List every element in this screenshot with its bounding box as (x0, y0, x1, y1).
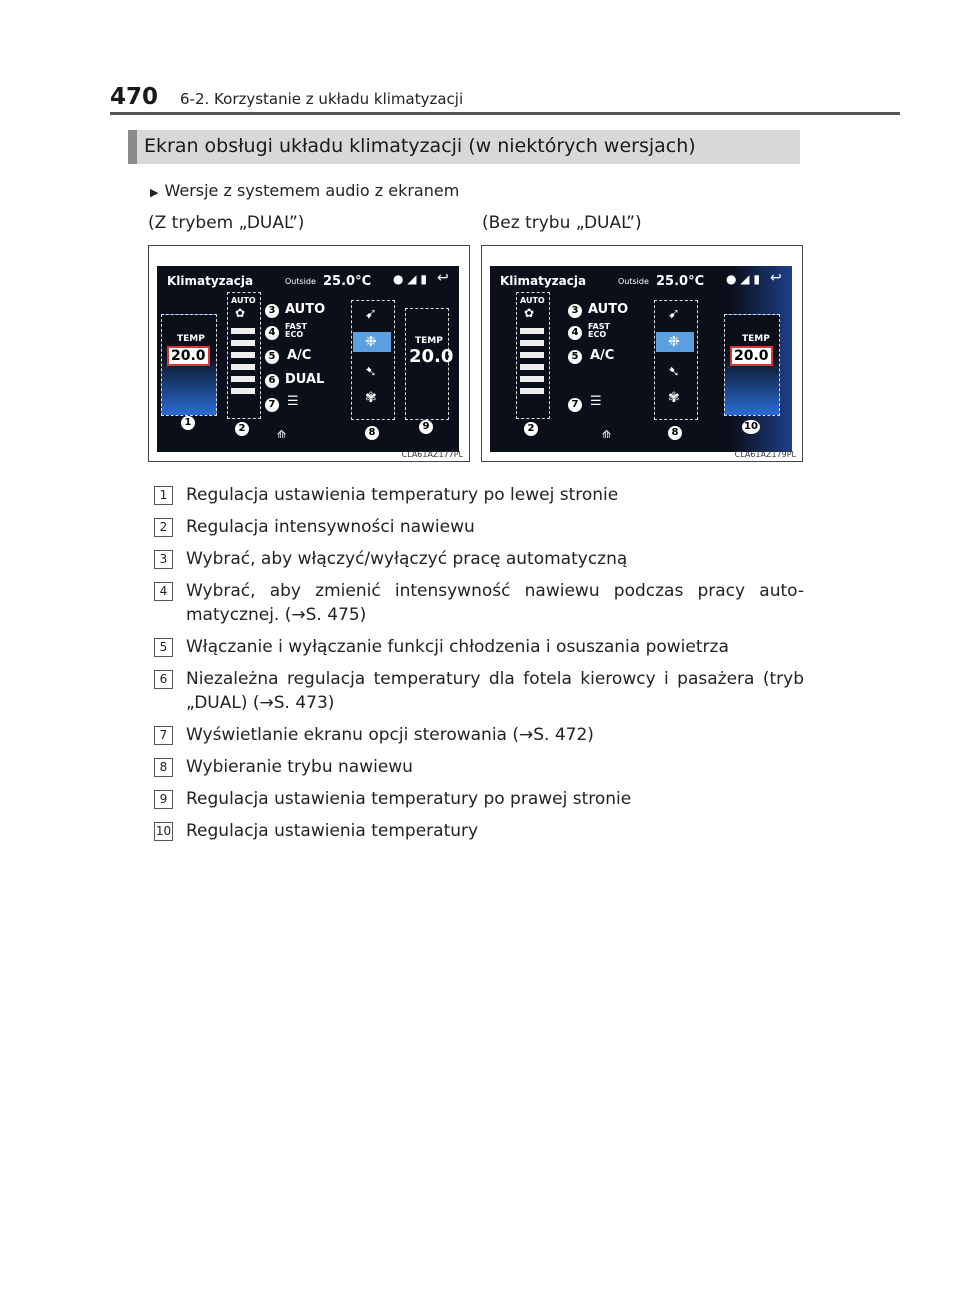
callout-4: 4 (568, 326, 582, 340)
airflow-feet-icon[interactable]: ➷ (365, 364, 377, 380)
callout-4: 4 (265, 326, 279, 340)
fast-label[interactable]: FAST (588, 322, 610, 331)
callout-8: 8 (365, 426, 379, 440)
options-list-icon[interactable]: ☰ (287, 394, 299, 409)
list-item (154, 787, 804, 811)
list-item (154, 723, 804, 747)
auto-button[interactable]: AUTO (588, 302, 629, 317)
callout-7: 7 (265, 398, 279, 412)
auto-tag: AUTO (231, 296, 256, 305)
outside-temp: 25.0°C (656, 274, 705, 289)
item-text: Niezależna regulacja temperatury dla fotela kierowcy i pasażera (tryb „DUAL) (→S. 473) (186, 669, 804, 713)
item-number: 5 (154, 638, 173, 657)
item-text: Wyświetlanie ekranu opcji sterowania (→S. 472) (186, 725, 594, 745)
legend-list (154, 483, 804, 851)
item-number: 7 (154, 726, 173, 745)
list-item (154, 515, 804, 539)
item-text: Regulacja ustawienia temperatury (186, 821, 479, 841)
outside-label: Outside (618, 277, 649, 286)
left-panel-label: (Z trybem „DUAL”) (148, 213, 305, 233)
bullet-line (150, 181, 459, 200)
outside-temp: 25.0°C (323, 274, 372, 289)
callout-2: 2 (235, 422, 249, 436)
airflow-defrost-feet-icon[interactable]: ✾ (668, 390, 680, 406)
list-item (154, 755, 804, 779)
airflow-defrost-icon[interactable]: ❉ (365, 334, 377, 350)
list-item (154, 635, 804, 659)
header-rule (110, 112, 900, 115)
item-text: Regulacja ustawienia temperatury po prawej stronie (186, 789, 632, 809)
auto-button[interactable]: AUTO (285, 302, 326, 317)
climate-screen-figure-dual (148, 245, 470, 462)
item-number: 8 (154, 758, 173, 777)
ac-button[interactable]: A/C (287, 348, 312, 363)
callout-2: 2 (524, 422, 538, 436)
fan-level-bar (231, 376, 255, 382)
item-number: 4 (154, 582, 173, 601)
triangle-bullet-icon: ▶ (150, 186, 159, 199)
list-item (154, 547, 804, 571)
rear-defrost-icon[interactable]: ⟰ (277, 428, 287, 441)
climate-screen-figure-no-dual (481, 245, 803, 462)
section-heading: Ekran obsługi układu klimatyzacji (w niektórych wersjach) (144, 135, 696, 157)
list-item (154, 819, 804, 843)
item-text: Regulacja intensywności nawiewu (186, 517, 475, 537)
fan-level-bar (231, 364, 255, 370)
fan-level-bar (520, 364, 544, 370)
ac-button[interactable]: A/C (590, 348, 615, 363)
bullet-text: Wersje z systemem audio z ekranem (164, 181, 460, 200)
callout-5: 5 (568, 350, 582, 364)
item-number: 3 (154, 550, 173, 569)
back-icon[interactable]: ↩ (770, 270, 782, 286)
temp-label: TEMP (742, 334, 770, 344)
right-temp-value: 20.0 (409, 346, 454, 367)
airflow-feet-icon[interactable]: ➷ (668, 364, 680, 380)
fan-icon: ✿ (524, 306, 535, 320)
item-number: 6 (154, 670, 173, 689)
callout-6: 6 (265, 374, 279, 388)
status-icons: ● ◢ ▮ (393, 272, 427, 286)
page-header (110, 84, 463, 110)
outside-label: Outside (285, 277, 316, 286)
airflow-face-icon[interactable]: ➹ (365, 306, 377, 322)
item-text: Wybrać, aby włączyć/wyłączyć pracę automatyczną (186, 549, 628, 569)
item-number: 2 (154, 518, 173, 537)
figure-code: CLA61AZ179PL (734, 450, 796, 459)
fan-level-bar (231, 388, 255, 394)
item-number: 10 (154, 822, 173, 841)
airflow-face-icon[interactable]: ➹ (668, 306, 680, 322)
temp-label-right: TEMP (415, 336, 443, 346)
callout-8: 8 (668, 426, 682, 440)
screen-title: Klimatyzacja (167, 274, 254, 288)
eco-label[interactable]: ECO (285, 330, 304, 339)
callout-1: 1 (181, 416, 195, 430)
callout-5: 5 (265, 350, 279, 364)
item-text: Wybrać, aby zmienić intensywność nawiewu podczas pracy auto-matycznej. (→S. 475) (186, 581, 804, 625)
callout-10: 10 (742, 420, 760, 434)
list-item (154, 579, 804, 627)
screen-title: Klimatyzacja (500, 274, 587, 288)
figure-code: CLA61AZ177PL (401, 450, 463, 459)
item-number: 1 (154, 486, 173, 505)
fan-level-bar (520, 352, 544, 358)
page-number: 470 (110, 84, 159, 110)
dual-button[interactable]: DUAL (285, 372, 325, 387)
fast-label[interactable]: FAST (285, 322, 307, 331)
airflow-defrost-icon[interactable]: ❉ (668, 334, 680, 350)
temp-value: 20.0 (730, 346, 773, 366)
fan-icon: ✿ (235, 306, 246, 320)
section-heading-band (128, 130, 800, 164)
fan-level-bar (520, 340, 544, 346)
climate-screen (157, 266, 459, 452)
callout-3: 3 (568, 304, 582, 318)
list-item (154, 667, 804, 715)
fan-level-bar (520, 388, 544, 394)
eco-label[interactable]: ECO (588, 330, 607, 339)
options-list-icon[interactable]: ☰ (590, 394, 602, 409)
climate-screen (490, 266, 792, 452)
status-icons: ● ◢ ▮ (726, 272, 760, 286)
item-number: 9 (154, 790, 173, 809)
fan-level-bar (231, 340, 255, 346)
section-title-header: 6-2. Korzystanie z układu klimatyzacji (180, 90, 464, 108)
temp-label: TEMP (177, 334, 205, 344)
back-icon[interactable]: ↩ (437, 270, 449, 286)
item-text: Regulacja ustawienia temperatury po lewej stronie (186, 485, 619, 505)
list-item (154, 483, 804, 507)
rear-defrost-icon[interactable]: ⟰ (602, 428, 612, 441)
airflow-defrost-feet-icon[interactable]: ✾ (365, 390, 377, 406)
left-temp-value: 20.0 (167, 346, 210, 366)
fan-level-bar (520, 376, 544, 382)
item-text: Włączanie i wyłączanie funkcji chłodzenia i osuszania powietrza (186, 637, 729, 657)
callout-3: 3 (265, 304, 279, 318)
callout-7: 7 (568, 398, 582, 412)
fan-level-bar (520, 328, 544, 334)
auto-tag: AUTO (520, 296, 545, 305)
fan-level-bar (231, 328, 255, 334)
item-text: Wybieranie trybu nawiewu (186, 757, 413, 777)
callout-9: 9 (419, 420, 433, 434)
fan-level-bar (231, 352, 255, 358)
right-panel-label: (Bez trybu „DUAL”) (482, 213, 642, 233)
